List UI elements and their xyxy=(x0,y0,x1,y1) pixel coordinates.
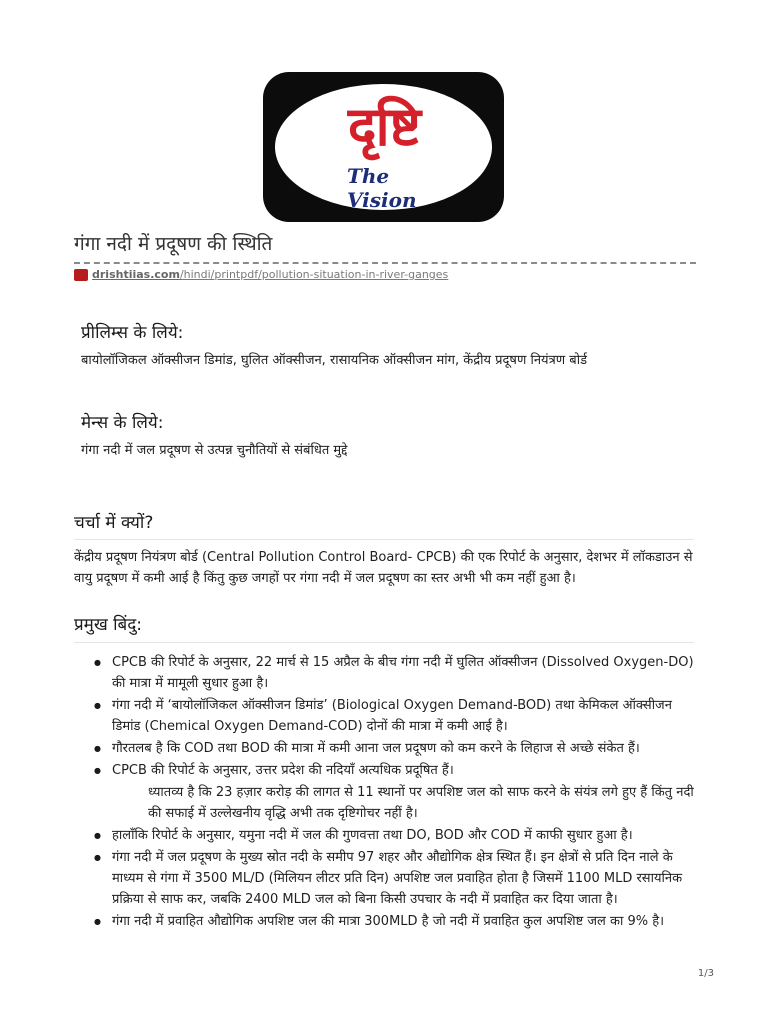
why-text: केंद्रीय प्रदूषण नियंत्रण बोर्ड (Central Pollution Control Board- CPCB) की एक रिपोर्ट के अनुसार, देशभर में लॉकडाउन से वायु प्रदूषण में कमी आई है किंतु कुछ जगहों पर गंगा नदी में जल प्रदूषण का स्तर अभी भी कम नहीं हुआ है। xyxy=(74,550,693,586)
key-points-list xyxy=(74,652,696,933)
site-favicon-icon xyxy=(74,269,88,281)
list-item: ● CPCB की रिपोर्ट के अनुसार, 22 मार्च से 15 अप्रैल के बीच गंगा नदी में घुलित ऑक्सीजन (Dissolved Oxygen-DO) की मात्रा में मामूली सुधार हुआ है। xyxy=(74,652,696,694)
list-item: ● हालाँकि रिपोर्ट के अनुसार, यमुना नदी में जल की गुणवत्ता तथा DO, BOD और COD में काफी सुधार हुआ है। xyxy=(74,825,696,846)
sub-list-item: ध्यातव्य है कि 23 हज़ार करोड़ की लागत से 11 स्थानों पर अपशिष्ट जल को साफ करने के संयंत्र लगे हुए हैं किंतु नदी की सफाई में उल्लेखनीय वृद्धि अभी तक दृष्टिगोचर नहीं है। xyxy=(148,785,694,821)
points-rule xyxy=(74,642,694,643)
points-heading: प्रमुख बिंदु: xyxy=(74,615,143,635)
prelims-heading: प्रीलिम्स के लिये: xyxy=(81,323,184,343)
list-item: ● गंगा नदी में जल प्रदूषण के मुख्य स्रोत नदी के समीप 97 शहर और औद्योगिक क्षेत्र स्थित हैं। इन क्षेत्रों से प्रति दिन नाले के माध्यम से गंगा में 3500 ML/D (मिलियन लीटर प्रति दिन) अपशिष्ट जल प्रवाहित होता है जिसमें 1100 MLD रसायनिक प्रक्रिया से साफ कर, जबकि 2400 MLD जल को बिना किसी उपचार के नदी में प्रवाहित कर दिया जाता है। xyxy=(74,847,696,910)
why-heading: चर्चा में क्यों? xyxy=(74,513,154,533)
list-item: ● CPCB की रिपोर्ट के अनुसार, उत्तर प्रदेश की नदियाँ अत्यधिक प्रदूषित हैं। xyxy=(74,760,696,781)
page-number: 1/3 xyxy=(697,968,714,979)
source-link[interactable] xyxy=(74,268,448,281)
list-item: ● गंगा नदी में प्रवाहित औद्योगिक अपशिष्ट जल की मात्रा 300MLD है जो नदी में प्रवाहित कुल अपशिष्ट जल का 9% है। xyxy=(74,911,696,932)
prelims-text: बायोलॉजिकल ऑक्सीजन डिमांड, घुलित ऑक्सीजन, रासायनिक ऑक्सीजन मांग, केंद्रीय प्रदूषण नियंत्रण बोर्ड xyxy=(81,353,588,368)
source-path[interactable]: /hindi/printpdf/pollution-situation-in-river-ganges xyxy=(179,268,449,281)
title-divider xyxy=(74,262,696,264)
mains-text: गंगा नदी में जल प्रदूषण से उत्पन्न चुनौतियों से संबंधित मुद्दे xyxy=(81,443,348,458)
list-item: ● गंगा नदी में ‘बायोलॉजिकल ऑक्सीजन डिमांड’ (Biological Oxygen Demand-BOD) तथा केमिकल ऑक्सीजन डिमांड (Chemical Oxygen Demand-COD) दोनों की मात्रा में कमी आई है। xyxy=(74,695,696,737)
list-item: ● गौरतलब है कि COD तथा BOD की मात्रा में कमी आना जल प्रदूषण को कम करने के लिहाज से अच्छे संकेत हैं। xyxy=(74,738,696,759)
drishti-logo xyxy=(263,72,504,222)
why-rule xyxy=(74,539,694,540)
source-domain[interactable]: drishtiias.com xyxy=(92,268,180,281)
page-title: गंगा नदी में प्रदूषण की स्थिति xyxy=(74,233,273,255)
logo-english-text: The Vision xyxy=(347,164,417,212)
mains-heading: मेन्स के लिये: xyxy=(81,413,164,433)
logo-hindi-text: दृष्टि xyxy=(347,95,421,158)
